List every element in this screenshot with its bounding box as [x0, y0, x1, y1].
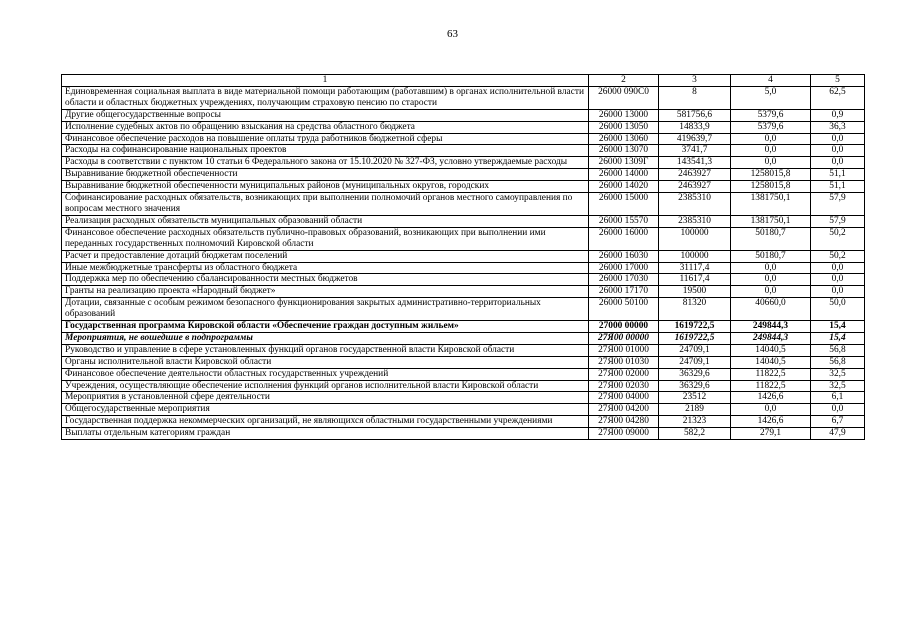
row-name-cell: Государственная программа Кировской области «Обеспечение граждан доступным жильем» [62, 321, 589, 333]
row-value-percent-cell: 57,9 [811, 215, 865, 227]
column-header-3: 3 [659, 75, 731, 87]
row-value-percent-cell: 32,5 [811, 380, 865, 392]
row-value-percent-cell: 0,0 [811, 274, 865, 286]
row-value-plan-cell: 143541,3 [659, 157, 731, 169]
table-row [62, 392, 865, 404]
row-value-plan-cell: 14833,9 [659, 121, 731, 133]
table-row [62, 404, 865, 416]
row-name-cell: Софинансирование расходных обязательств, возникающих при выполнении полномочий органов местного самоуправления по вопросам местного значения [62, 193, 589, 216]
row-value-percent-cell: 50,0 [811, 298, 865, 321]
row-value-actual-cell: 14040,5 [731, 344, 811, 356]
row-value-actual-cell: 0,0 [731, 157, 811, 169]
table-row [62, 250, 865, 262]
row-name-cell: Дотации, связанные с особым режимом безопасного функционирования закрытых административно-территориальных образований [62, 298, 589, 321]
table-row [62, 133, 865, 145]
row-name-cell: Иные межбюджетные трансферты из областного бюджета [62, 262, 589, 274]
row-code-cell: 26000 17030 [589, 274, 659, 286]
table-row [62, 344, 865, 356]
row-name-cell: Гранты на реализацию проекта «Народный бюджет» [62, 286, 589, 298]
row-value-percent-cell: 6,7 [811, 416, 865, 428]
table-header-row [62, 75, 865, 87]
row-name-cell: Поддержка мер по обеспечению сбалансированности местных бюджетов [62, 274, 589, 286]
row-code-cell: 26000 15570 [589, 215, 659, 227]
row-value-actual-cell: 0,0 [731, 145, 811, 157]
row-code-cell: 26000 1309Г [589, 157, 659, 169]
row-code-cell: 27Я00 00000 [589, 332, 659, 344]
row-value-plan-cell: 100000 [659, 227, 731, 250]
row-value-percent-cell: 47,9 [811, 428, 865, 440]
row-code-cell: 27Я00 09000 [589, 428, 659, 440]
row-value-plan-cell: 23512 [659, 392, 731, 404]
row-value-percent-cell: 32,5 [811, 368, 865, 380]
row-code-cell: 26000 14020 [589, 181, 659, 193]
row-value-actual-cell: 5,0 [731, 86, 811, 109]
row-value-plan-cell: 21323 [659, 416, 731, 428]
row-name-cell: Мероприятия, не вошедшие в подпрограммы [62, 332, 589, 344]
row-value-plan-cell: 36329,6 [659, 380, 731, 392]
row-name-cell: Органы исполнительной власти Кировской области [62, 356, 589, 368]
row-name-cell: Выплаты отдельным категориям граждан [62, 428, 589, 440]
table-row [62, 332, 865, 344]
row-value-plan-cell: 1619722,5 [659, 332, 731, 344]
table-row [62, 193, 865, 216]
row-value-actual-cell: 1381750,1 [731, 215, 811, 227]
column-header-5: 5 [811, 75, 865, 87]
row-value-actual-cell: 0,0 [731, 286, 811, 298]
row-name-cell: Реализация расходных обязательств муниципальных образований области [62, 215, 589, 227]
row-value-actual-cell: 0,0 [731, 262, 811, 274]
row-name-cell: Финансовое обеспечение расходов на повышение оплаты труда работников бюджетной сферы [62, 133, 589, 145]
row-value-actual-cell: 5379,6 [731, 109, 811, 121]
row-value-percent-cell: 0,0 [811, 157, 865, 169]
row-value-actual-cell: 0,0 [731, 133, 811, 145]
row-value-percent-cell: 50,2 [811, 227, 865, 250]
row-value-plan-cell: 419639,7 [659, 133, 731, 145]
table-row [62, 321, 865, 333]
column-header-4: 4 [731, 75, 811, 87]
row-value-percent-cell: 57,9 [811, 193, 865, 216]
row-value-actual-cell: 5379,6 [731, 121, 811, 133]
row-name-cell: Финансовое обеспечение расходных обязательств публично-правовых образований, возникающих при выполнении ими переданных государственных полномочий Кировской области [62, 227, 589, 250]
row-value-plan-cell: 2463927 [659, 169, 731, 181]
table-row [62, 169, 865, 181]
row-code-cell: 27Я00 01000 [589, 344, 659, 356]
row-code-cell: 26000 16000 [589, 227, 659, 250]
row-value-percent-cell: 56,8 [811, 344, 865, 356]
row-value-percent-cell: 36,3 [811, 121, 865, 133]
row-value-actual-cell: 40660,0 [731, 298, 811, 321]
row-value-plan-cell: 24709,1 [659, 344, 731, 356]
row-code-cell: 26000 13050 [589, 121, 659, 133]
row-value-percent-cell: 15,4 [811, 321, 865, 333]
row-code-cell: 27Я00 04200 [589, 404, 659, 416]
row-name-cell: Государственная поддержка некоммерческих организаций, не являющихся областными государственными учреждениями [62, 416, 589, 428]
table-row [62, 428, 865, 440]
row-value-percent-cell: 0,0 [811, 145, 865, 157]
row-value-percent-cell: 0,0 [811, 262, 865, 274]
row-value-percent-cell: 51,1 [811, 181, 865, 193]
table-row [62, 286, 865, 298]
row-value-percent-cell: 62,5 [811, 86, 865, 109]
row-code-cell: 27Я00 02030 [589, 380, 659, 392]
row-name-cell: Расходы в соответствии с пунктом 10 статьи 6 Федерального закона от 15.10.2020 № 327-ФЗ, условно утверждаемые расходы [62, 157, 589, 169]
row-value-plan-cell: 2189 [659, 404, 731, 416]
row-value-actual-cell: 249844,3 [731, 332, 811, 344]
row-code-cell: 26000 090С0 [589, 86, 659, 109]
row-code-cell: 26000 13070 [589, 145, 659, 157]
table-row [62, 145, 865, 157]
row-value-plan-cell: 3741,7 [659, 145, 731, 157]
row-value-percent-cell: 56,8 [811, 356, 865, 368]
row-name-cell: Общегосударственные мероприятия [62, 404, 589, 416]
row-value-actual-cell: 1258015,8 [731, 181, 811, 193]
row-name-cell: Другие общегосударственные вопросы [62, 109, 589, 121]
row-value-plan-cell: 2385310 [659, 193, 731, 216]
row-code-cell: 26000 50100 [589, 298, 659, 321]
table-row [62, 262, 865, 274]
row-name-cell: Руководство и управление в сфере установленных функций органов государственной власти Кировской области [62, 344, 589, 356]
row-value-percent-cell: 51,1 [811, 169, 865, 181]
table-row [62, 86, 865, 109]
row-code-cell: 27Я00 04000 [589, 392, 659, 404]
row-value-actual-cell: 11822,5 [731, 368, 811, 380]
table-row [62, 416, 865, 428]
row-value-plan-cell: 2385310 [659, 215, 731, 227]
row-code-cell: 26000 15000 [589, 193, 659, 216]
table-row [62, 181, 865, 193]
row-value-actual-cell: 0,0 [731, 274, 811, 286]
row-value-actual-cell: 279,1 [731, 428, 811, 440]
row-value-actual-cell: 14040,5 [731, 356, 811, 368]
table-row [62, 121, 865, 133]
row-value-plan-cell: 582,2 [659, 428, 731, 440]
table-row [62, 368, 865, 380]
row-value-percent-cell: 6,1 [811, 392, 865, 404]
table-row [62, 109, 865, 121]
row-code-cell: 27Я00 02000 [589, 368, 659, 380]
row-value-plan-cell: 2463927 [659, 181, 731, 193]
row-code-cell: 26000 13060 [589, 133, 659, 145]
column-header-2: 2 [589, 75, 659, 87]
row-value-percent-cell: 0,9 [811, 109, 865, 121]
table-row [62, 157, 865, 169]
row-value-percent-cell: 0,0 [811, 286, 865, 298]
row-code-cell: 27Я00 01030 [589, 356, 659, 368]
table-row [62, 298, 865, 321]
row-value-plan-cell: 100000 [659, 250, 731, 262]
row-value-actual-cell: 1258015,8 [731, 169, 811, 181]
row-value-percent-cell: 15,4 [811, 332, 865, 344]
row-value-percent-cell: 50,2 [811, 250, 865, 262]
table-row [62, 380, 865, 392]
row-value-plan-cell: 1619722,5 [659, 321, 731, 333]
row-value-actual-cell: 11822,5 [731, 380, 811, 392]
row-name-cell: Единовременная социальная выплата в виде материальной помощи работающим (работавшим) в органах исполнительной власти области и областных бюджетных учреждениях, получающим страховую пенсию по старости [62, 86, 589, 109]
row-value-plan-cell: 8 [659, 86, 731, 109]
row-value-plan-cell: 36329,6 [659, 368, 731, 380]
row-value-actual-cell: 50180,7 [731, 227, 811, 250]
budget-table [61, 74, 865, 440]
row-name-cell: Финансовое обеспечение деятельности областных государственных учреждений [62, 368, 589, 380]
row-value-actual-cell: 1381750,1 [731, 193, 811, 216]
table-row [62, 356, 865, 368]
row-code-cell: 27Я00 04280 [589, 416, 659, 428]
row-name-cell: Расчет и предоставление дотаций бюджетам поселений [62, 250, 589, 262]
table-row [62, 215, 865, 227]
table-row [62, 227, 865, 250]
row-value-actual-cell: 0,0 [731, 404, 811, 416]
row-name-cell: Учреждения, осуществляющие обеспечение исполнения функций органов исполнительной власти Кировской области [62, 380, 589, 392]
row-code-cell: 27000 00000 [589, 321, 659, 333]
table-row [62, 274, 865, 286]
row-value-plan-cell: 24709,1 [659, 356, 731, 368]
row-value-plan-cell: 581756,6 [659, 109, 731, 121]
column-header-1: 1 [62, 75, 589, 87]
row-code-cell: 26000 13000 [589, 109, 659, 121]
row-name-cell: Выравнивание бюджетной обеспеченности муниципальных районов (муниципальных округов, городских [62, 181, 589, 193]
row-value-actual-cell: 1426,6 [731, 416, 811, 428]
row-value-plan-cell: 31117,4 [659, 262, 731, 274]
row-value-actual-cell: 50180,7 [731, 250, 811, 262]
page-number: 63 [447, 28, 458, 40]
row-name-cell: Расходы на софинансирование национальных проектов [62, 145, 589, 157]
row-name-cell: Исполнение судебных актов по обращению взыскания на средства областного бюджета [62, 121, 589, 133]
row-value-plan-cell: 11617,4 [659, 274, 731, 286]
row-value-actual-cell: 1426,6 [731, 392, 811, 404]
row-value-percent-cell: 0,0 [811, 133, 865, 145]
row-code-cell: 26000 17170 [589, 286, 659, 298]
row-value-percent-cell: 0,0 [811, 404, 865, 416]
row-value-plan-cell: 81320 [659, 298, 731, 321]
row-name-cell: Выравнивание бюджетной обеспеченности [62, 169, 589, 181]
row-value-plan-cell: 19500 [659, 286, 731, 298]
row-code-cell: 26000 17000 [589, 262, 659, 274]
row-code-cell: 26000 14000 [589, 169, 659, 181]
row-value-actual-cell: 249844,3 [731, 321, 811, 333]
row-name-cell: Мероприятия в установленной сфере деятельности [62, 392, 589, 404]
row-code-cell: 26000 16030 [589, 250, 659, 262]
